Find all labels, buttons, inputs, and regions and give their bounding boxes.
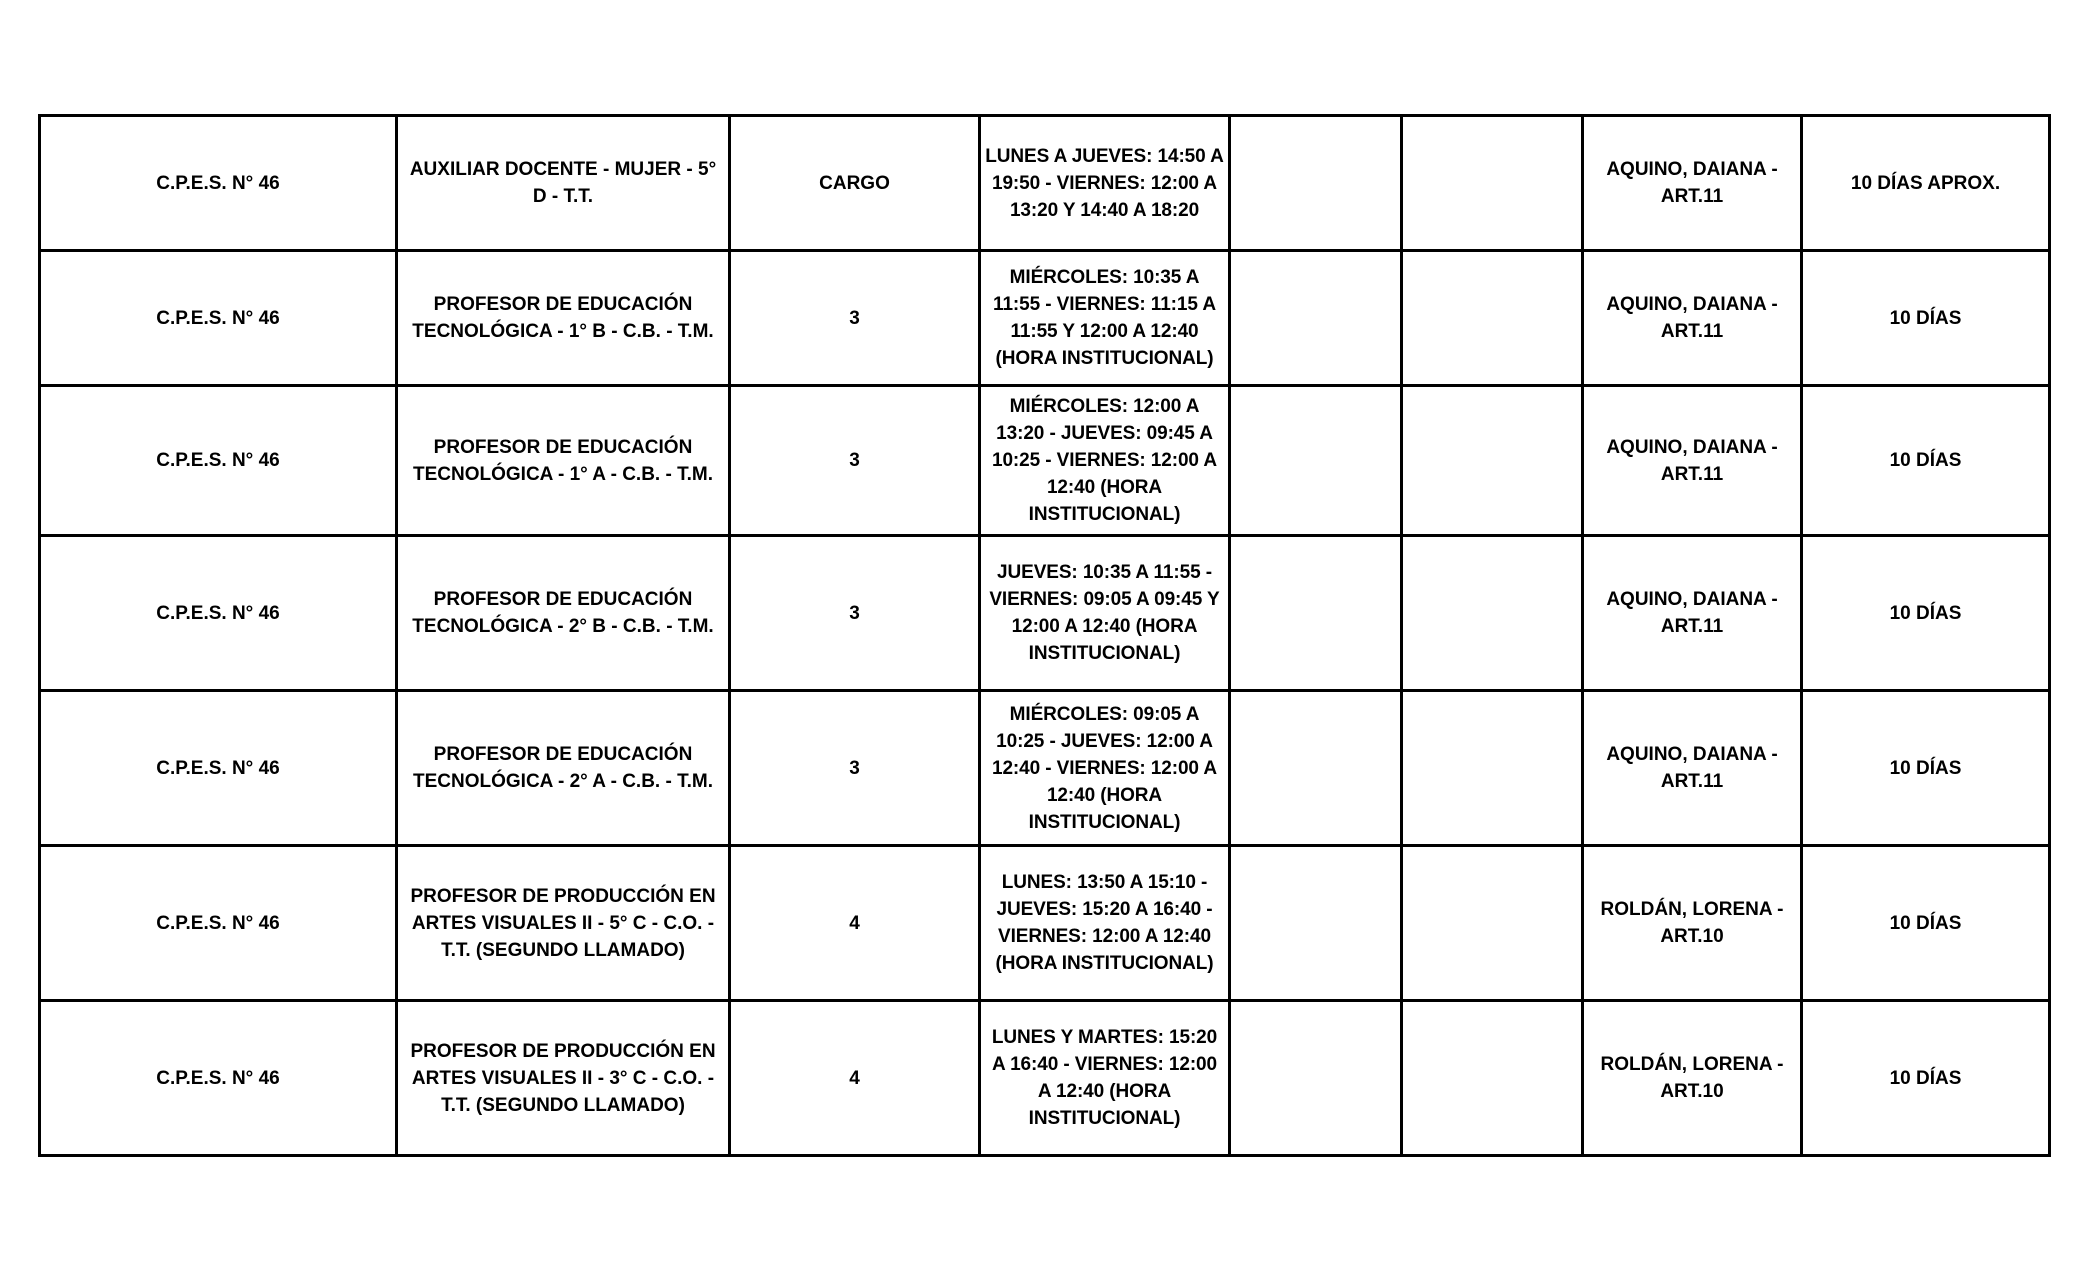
table-row xyxy=(40,251,2050,386)
table-row xyxy=(40,536,2050,691)
duration-cell: 10 DÍAS xyxy=(1802,536,2050,691)
teacher-cell: AQUINO, DAIANA - ART.11 xyxy=(1583,251,1802,386)
table-row xyxy=(40,846,2050,1001)
empty-cell xyxy=(1230,536,1402,691)
empty-cell xyxy=(1230,116,1402,251)
table-row xyxy=(40,691,2050,846)
position-cell: PROFESOR DE PRODUCCIÓN EN ARTES VISUALES II - 3° C - C.O. - T.T. (SEGUNDO LLAMADO) xyxy=(397,1001,730,1156)
empty-cell xyxy=(1230,386,1402,536)
schedule-cell: MIÉRCOLES: 12:00 A 13:20 - JUEVES: 09:45 A 10:25 - VIERNES: 12:00 A 12:40 (HORA INSTITUCIONAL) xyxy=(980,386,1230,536)
empty-cell xyxy=(1230,691,1402,846)
school-cell: C.P.E.S. N° 46 xyxy=(40,1001,397,1156)
schedule-cell: MIÉRCOLES: 10:35 A 11:55 - VIERNES: 11:15 A 11:55 Y 12:00 A 12:40 (HORA INSTITUCIONAL) xyxy=(980,251,1230,386)
teacher-cell: ROLDÁN, LORENA - ART.10 xyxy=(1583,1001,1802,1156)
position-cell: PROFESOR DE EDUCACIÓN TECNOLÓGICA - 2° B - C.B. - T.M. xyxy=(397,536,730,691)
hours-cell: 3 xyxy=(730,251,980,386)
table-row xyxy=(40,1001,2050,1156)
empty-cell xyxy=(1402,846,1583,1001)
hours-cell: 3 xyxy=(730,536,980,691)
teacher-cell: AQUINO, DAIANA - ART.11 xyxy=(1583,116,1802,251)
empty-cell xyxy=(1230,251,1402,386)
empty-cell xyxy=(1402,1001,1583,1156)
hours-cell: CARGO xyxy=(730,116,980,251)
school-cell: C.P.E.S. N° 46 xyxy=(40,116,397,251)
vacancy-table xyxy=(38,114,2051,1157)
schedule-cell: JUEVES: 10:35 A 11:55 - VIERNES: 09:05 A 09:45 Y 12:00 A 12:40 (HORA INSTITUCIONAL) xyxy=(980,536,1230,691)
duration-cell: 10 DÍAS xyxy=(1802,251,2050,386)
position-cell: PROFESOR DE EDUCACIÓN TECNOLÓGICA - 1° B - C.B. - T.M. xyxy=(397,251,730,386)
school-cell: C.P.E.S. N° 46 xyxy=(40,846,397,1001)
position-cell: PROFESOR DE EDUCACIÓN TECNOLÓGICA - 2° A - C.B. - T.M. xyxy=(397,691,730,846)
teacher-cell: AQUINO, DAIANA - ART.11 xyxy=(1583,386,1802,536)
schedule-cell: LUNES A JUEVES: 14:50 A 19:50 - VIERNES: 12:00 A 13:20 Y 14:40 A 18:20 xyxy=(980,116,1230,251)
hours-cell: 3 xyxy=(730,386,980,536)
empty-cell xyxy=(1230,1001,1402,1156)
teacher-cell: AQUINO, DAIANA - ART.11 xyxy=(1583,691,1802,846)
schedule-cell: LUNES Y MARTES: 15:20 A 16:40 - VIERNES: 12:00 A 12:40 (HORA INSTITUCIONAL) xyxy=(980,1001,1230,1156)
teacher-cell: AQUINO, DAIANA - ART.11 xyxy=(1583,536,1802,691)
duration-cell: 10 DÍAS xyxy=(1802,1001,2050,1156)
hours-cell: 3 xyxy=(730,691,980,846)
position-cell: AUXILIAR DOCENTE - MUJER - 5° D - T.T. xyxy=(397,116,730,251)
schedule-cell: LUNES: 13:50 A 15:10 - JUEVES: 15:20 A 16:40 - VIERNES: 12:00 A 12:40 (HORA INSTITUCIONAL) xyxy=(980,846,1230,1001)
school-cell: C.P.E.S. N° 46 xyxy=(40,386,397,536)
teacher-cell: ROLDÁN, LORENA - ART.10 xyxy=(1583,846,1802,1001)
empty-cell xyxy=(1402,116,1583,251)
duration-cell: 10 DÍAS xyxy=(1802,386,2050,536)
school-cell: C.P.E.S. N° 46 xyxy=(40,691,397,846)
duration-cell: 10 DÍAS xyxy=(1802,846,2050,1001)
empty-cell xyxy=(1402,251,1583,386)
schedule-cell: MIÉRCOLES: 09:05 A 10:25 - JUEVES: 12:00 A 12:40 - VIERNES: 12:00 A 12:40 (HORA INSTITUCIONAL) xyxy=(980,691,1230,846)
empty-cell xyxy=(1402,386,1583,536)
position-cell: PROFESOR DE EDUCACIÓN TECNOLÓGICA - 1° A - C.B. - T.M. xyxy=(397,386,730,536)
position-cell: PROFESOR DE PRODUCCIÓN EN ARTES VISUALES II - 5° C - C.O. - T.T. (SEGUNDO LLAMADO) xyxy=(397,846,730,1001)
empty-cell xyxy=(1230,846,1402,1001)
school-cell: C.P.E.S. N° 46 xyxy=(40,536,397,691)
duration-cell: 10 DÍAS APROX. xyxy=(1802,116,2050,251)
empty-cell xyxy=(1402,536,1583,691)
school-cell: C.P.E.S. N° 46 xyxy=(40,251,397,386)
table-row xyxy=(40,116,2050,251)
empty-cell xyxy=(1402,691,1583,846)
duration-cell: 10 DÍAS xyxy=(1802,691,2050,846)
hours-cell: 4 xyxy=(730,846,980,1001)
table-row xyxy=(40,386,2050,536)
hours-cell: 4 xyxy=(730,1001,980,1156)
